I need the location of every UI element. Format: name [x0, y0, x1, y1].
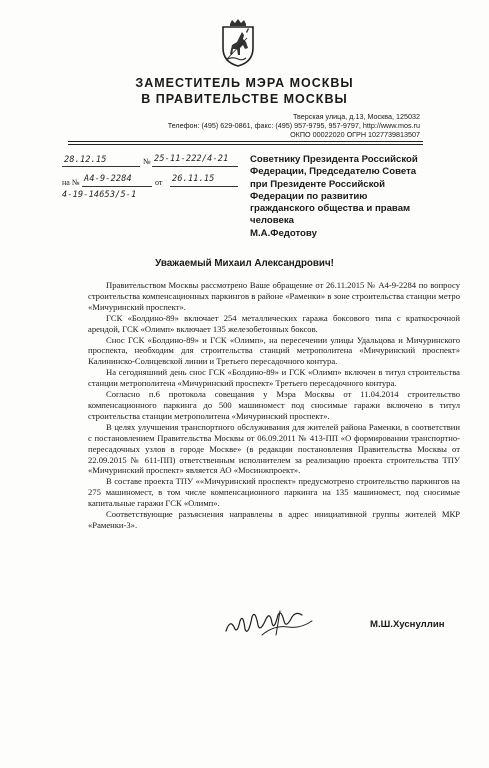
addressee-line: Советнику Президента Российской	[250, 154, 418, 165]
outgoing-date: 28.12.15	[64, 155, 107, 165]
handwritten-signature	[222, 605, 317, 641]
body-paragraph: Согласно п.6 протокола совещания у Мэра Москвы от 11.04.2014 строительство компенсационного паркинга до 500 машиномест под сносимые гаражи включено в титул строительства станции метрополитена «Мичуринский проспект».	[88, 389, 460, 421]
issuer-codes: ОКПО 00022020 ОГРН 1027739813507	[290, 130, 420, 139]
incoming-prefix: на №	[62, 178, 80, 187]
body-paragraph: В целях улучшения транспортного обслуживания для жителей района Раменки, в соответствии с постановлением Правительства Москвы от 06.09.2011 № 413-ПП «О формировании транспортно-пересадочных узлов в городе Москве» (в редакции постановления Правительства Москвы от 22.09.2015 № 611-ПП) ответственным исполнителем за реализацию проекта строительства ТПУ «Мичуринский проспект» является АО «Мосинжпроект».	[88, 421, 460, 476]
letter-body	[88, 280, 460, 531]
addressee-line: М.А.Федотову	[250, 227, 317, 239]
addressee-block	[250, 154, 470, 240]
number-prefix: №	[143, 157, 151, 166]
body-paragraph: Правительством Москвы рассмотрено Ваше обращение от 26.11.2015 № А4-9-2284 по вопросу строительства компенсационных паркингов в районе «Раменки» в зоне строительства станции метро «Мичуринский проспект».	[88, 280, 460, 312]
addressee-line: человека	[250, 215, 294, 227]
incoming-number-underline	[82, 186, 152, 187]
additional-number: 4-19-14653/5-1	[62, 190, 137, 200]
number-underline	[152, 166, 238, 167]
body-paragraph: Снос ГСК «Болдино-89» и ГСК «Олимп», на пересечении улицы Удальцова и Мичуринского проспекта, необходим для строительства станций метрополитена «Мичуринский проспект» Калининско-Солнцевской линии и Третьего пересадочного контура.	[88, 334, 460, 367]
body-paragraph: Соответствующие разъяснения направлены в адрес инициативной группы жителей МКР «Раменки-3».	[88, 509, 460, 530]
header-rule-bottom	[68, 144, 423, 145]
issuer-phones: Телефон: (495) 629-0861, факс: (495) 957-9795, 957-9797, http://www.mos.ru	[167, 121, 420, 130]
addressee-line: Федерации, Председателю Совета	[250, 166, 417, 178]
outgoing-number: 25-11-222/4-21	[154, 154, 229, 164]
addressee-line: Федерации по развитию	[250, 190, 368, 202]
body-paragraph: На сегодняшний день снос ГСК «Болдино-89» и ГСК «Олимп» включен в титул строительства станции метрополитена «Мичуринский проспект» Третьего пересадочного контура.	[88, 367, 460, 389]
body-paragraph: В составе проекта ТПУ ««Мичуринский проспект» предусмотрено строительство паркингов на 275 машиномест, в том числе компенсационного паркинга на 135 машиномест, под сносимые капитальные гаражи ГСК «Олимп».	[88, 476, 460, 509]
issuer-title-line2: В ПРАВИТЕЛЬСТВЕ МОСКВЫ	[141, 92, 348, 106]
moscow-coat-of-arms-icon	[218, 18, 258, 68]
incoming-from-prefix: от	[155, 178, 163, 187]
issuer-title-line1: ЗАМЕСТИТЕЛЬ МЭРА МОСКВЫ	[135, 76, 354, 90]
addressee-line: при Президенте Российской	[250, 178, 386, 190]
issuer-address: Тверская улица, д.13, Москва, 125032	[292, 112, 420, 121]
addressee-line: гражданского общества и правам	[250, 203, 411, 215]
header-rule-top	[68, 141, 423, 142]
date-underline	[62, 166, 140, 167]
body-paragraph: ГСК «Болдино-89» включает 254 металлических гаража боксового типа с краткосрочной арендой, ГСК «Олимп» включает 135 железобетонных боксов.	[88, 312, 460, 334]
signatory-name: М.Ш.Хуснуллин	[370, 619, 445, 630]
greeting: Уважаемый Михаил Александрович!	[155, 258, 334, 269]
incoming-date: 26.11.15	[172, 174, 215, 184]
incoming-date-underline	[170, 186, 238, 187]
incoming-number: А4-9-2284	[84, 174, 132, 184]
